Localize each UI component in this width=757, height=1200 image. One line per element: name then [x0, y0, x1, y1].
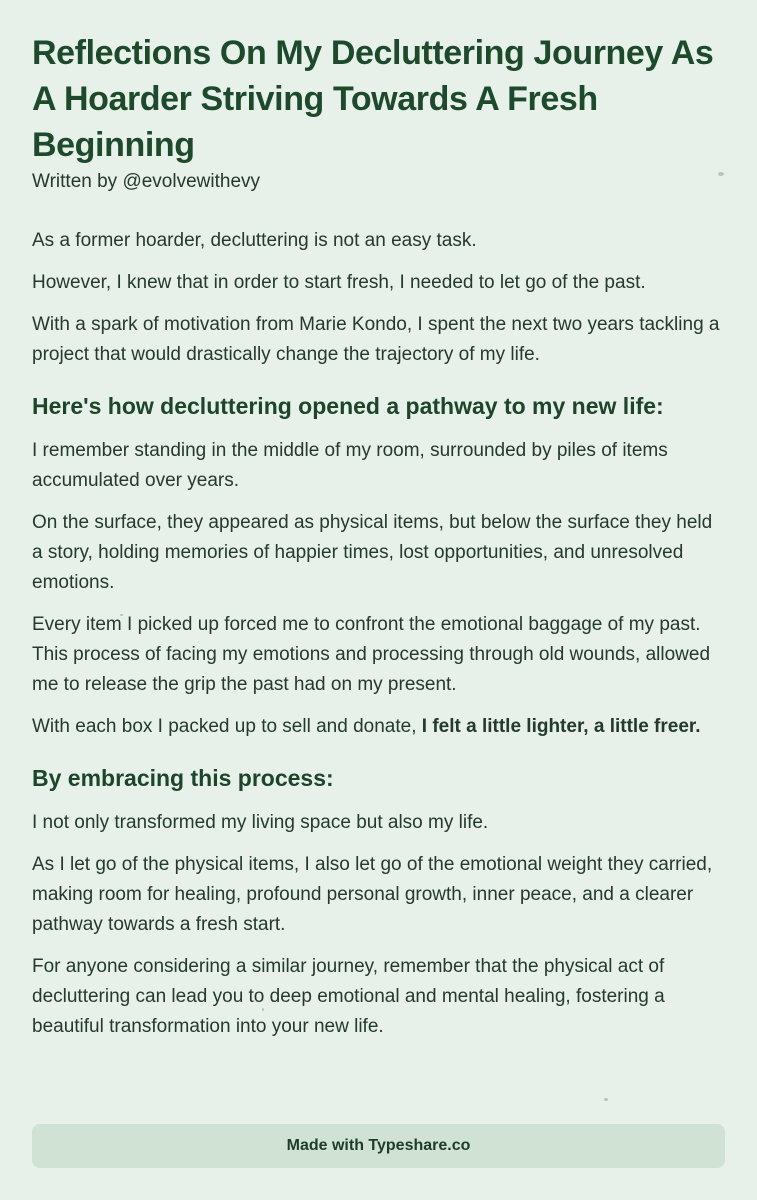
- section-paragraph: For anyone considering a similar journey, remember that the physical act of decluttering can lead you to deep emotional and mental healing, fostering a beautiful transformation into your new life.: [32, 956, 665, 1037]
- intro-paragraph: With a spark of motivation from Marie Kondo, I spent the next two years tackling a project that would drastically change the trajectory of my life.: [32, 314, 720, 365]
- section-heading-process: By embracing this process:: [32, 765, 334, 791]
- paper-speckle: [120, 614, 123, 616]
- section-paragraph-closing: [32, 712, 725, 742]
- section-paragraph: Every item I picked up forced me to confront the emotional baggage of my past. This process of facing my emotions and processing through old wounds, allowed me to release the grip the past had on my present.: [32, 614, 711, 695]
- section-paragraph: I remember standing in the middle of my room, surrounded by piles of items accumulated over years.: [32, 440, 668, 491]
- paper-speckle: [718, 172, 724, 176]
- paper-speckle: [604, 1098, 608, 1101]
- closing-emphasis: I felt a little lighter, a little freer.: [421, 716, 701, 737]
- article-byline: Written by @evolvewithevy: [32, 171, 261, 192]
- paper-speckle: [410, 402, 413, 405]
- paper-speckle: [262, 1008, 264, 1011]
- section-paragraph: I not only transformed my living space but also my life.: [32, 812, 489, 833]
- section-heading-pathway: Here's how decluttering opened a pathway to my new life:: [32, 393, 664, 419]
- typeshare-footer-badge[interactable]: [32, 1124, 725, 1168]
- closing-text: With each box I packed up to sell and donate,: [32, 716, 422, 737]
- footer-label: Made with Typeshare.co: [286, 1137, 471, 1154]
- intro-paragraph: However, I knew that in order to start fresh, I needed to let go of the past.: [32, 272, 646, 293]
- intro-paragraph: As a former hoarder, decluttering is not an easy task.: [32, 230, 477, 251]
- section-paragraph: As I let go of the physical items, I also let go of the emotional weight they carried, making room for healing, profound personal growth, inner peace, and a clearer pathway towards a fresh start.: [32, 854, 713, 935]
- section-paragraph: On the surface, they appeared as physical items, but below the surface they held a story, holding memories of happier times, lost opportunities, and unresolved emotions.: [32, 512, 713, 593]
- article-title: Reflections On My Decluttering Journey As A Hoarder Striving Towards A Fresh Beginning: [32, 34, 714, 164]
